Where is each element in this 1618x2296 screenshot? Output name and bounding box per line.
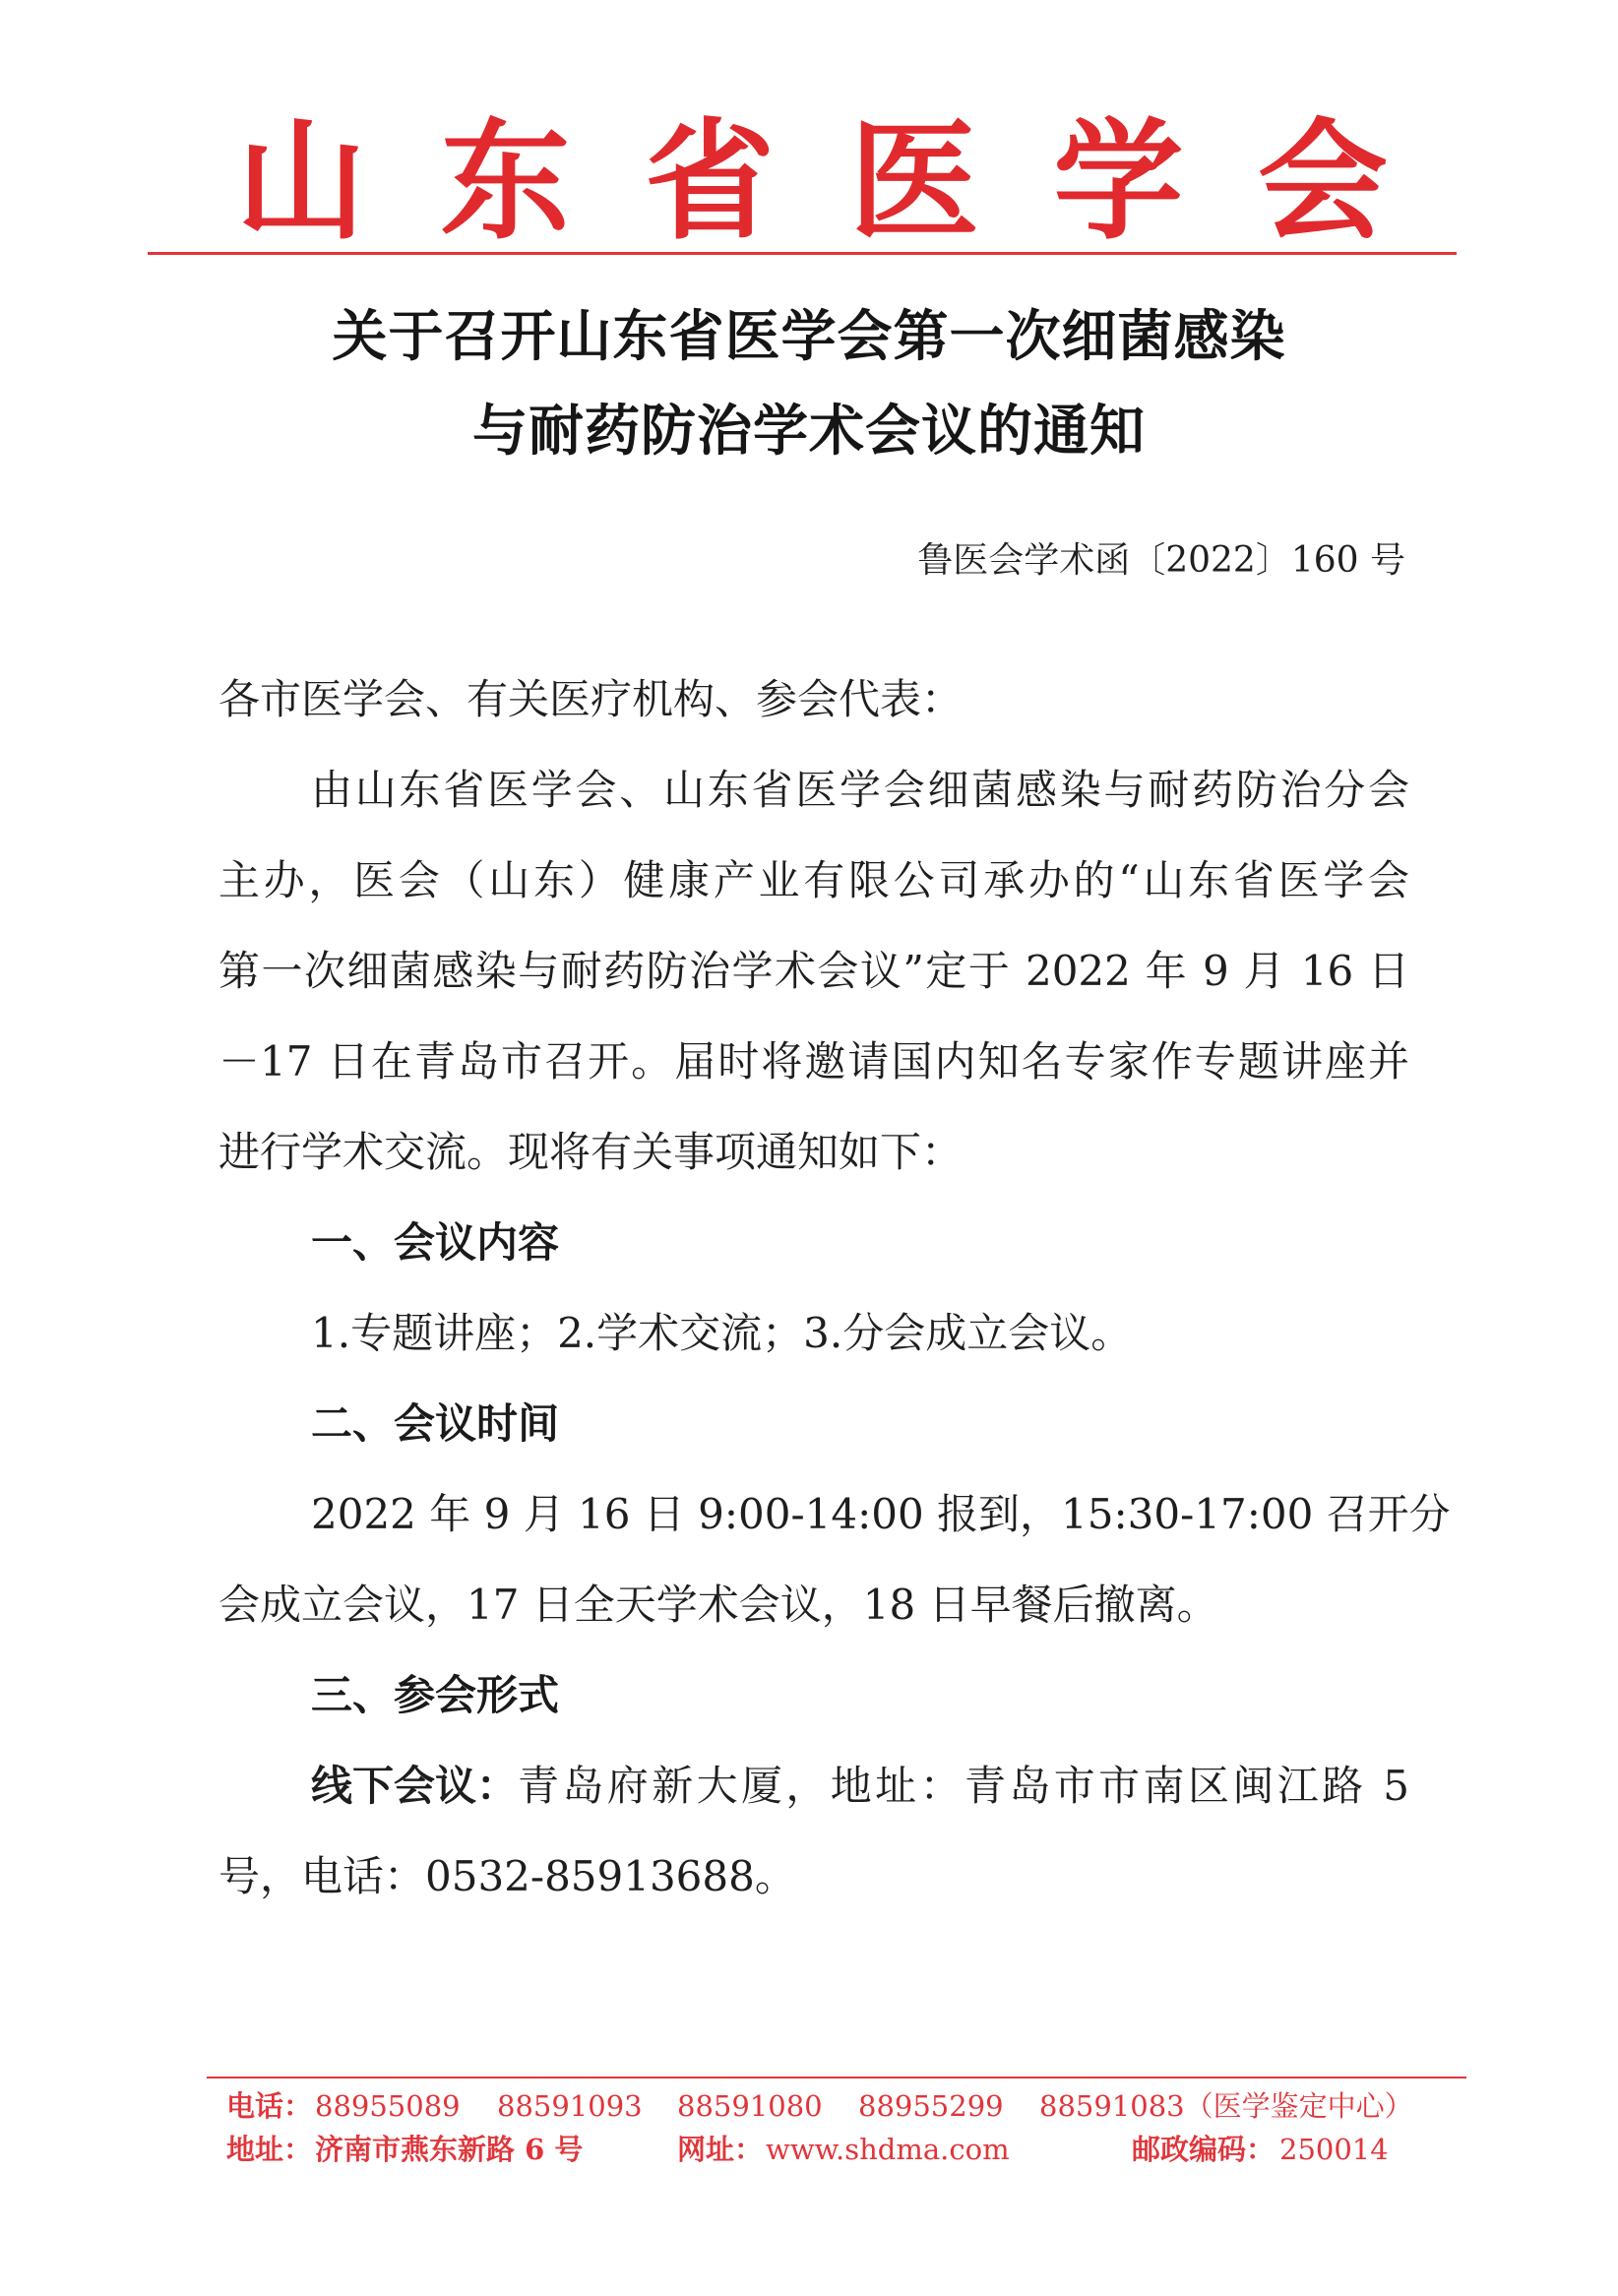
letterhead-char: 会 (1257, 105, 1388, 258)
letterhead-char: 省 (645, 105, 776, 258)
section-heading-time: 二、会议时间 (311, 1399, 560, 1448)
intro-line: －17 日在青岛市召开。届时将邀请国内知名专家作专题讲座并 (218, 1037, 1409, 1086)
footer-web-label: 网址： (677, 2133, 764, 2166)
footer-web-link[interactable]: www.shdma.com (766, 2133, 1010, 2166)
letterhead-char: 学 (1053, 105, 1184, 258)
section-heading-content: 一、会议内容 (311, 1218, 560, 1267)
letterhead-char: 医 (848, 105, 979, 258)
footer-divider (207, 2077, 1466, 2079)
footer-address-label: 地址： (226, 2133, 313, 2166)
letterhead-divider (148, 252, 1457, 255)
offline-meeting-address: 青岛府新大厦，地址：青岛市市南区闽江路 5 (518, 1762, 1409, 1810)
footer-phone-number: 88591083（医学鉴定中心） (1039, 2089, 1413, 2123)
offline-meeting-label: 线下会议： (311, 1762, 519, 1810)
section-content-text: 1.专题讲座；2.学术交流；3.分会成立会议。 (311, 1309, 1133, 1357)
section-time-line: 2022 年 9 月 16 日 9:00-14:00 报到，15:30-17:00 召开分 (311, 1490, 1451, 1538)
document-number: 鲁医会学术函〔2022〕160 号 (917, 540, 1405, 581)
intro-line: 主办，医会（山东）健康产业有限公司承办的“山东省医学会 (218, 856, 1409, 904)
letterhead-char: 山 (236, 105, 366, 258)
document-title-line-1: 关于召开山东省医学会第一次细菌感染 (332, 304, 1286, 369)
intro-line: 进行学术交流。现将有关事项通知如下： (218, 1128, 964, 1176)
section-time-line: 会成立会议，17 日全天学术会议，18 日早餐后撤离。 (218, 1581, 1218, 1629)
offline-meeting-phone: 号，电话：0532-85913688。 (218, 1852, 796, 1900)
intro-line: 第一次细菌感染与耐药防治学术会议”定于 2022 年 9 月 16 日 (218, 947, 1409, 995)
footer-phone-label: 电话： (226, 2089, 313, 2123)
footer-postal-code: 250014 (1279, 2133, 1389, 2166)
footer-phone-number: 88591080 (677, 2089, 823, 2123)
section-heading-format: 三、参会形式 (311, 1671, 560, 1719)
letterhead-org-name (236, 105, 1388, 258)
salutation: 各市医学会、有关医疗机构、参会代表： (218, 675, 964, 723)
footer-phone-number: 88591093 (497, 2089, 643, 2123)
document-title-line-2: 与耐药防治学术会议的通知 (472, 399, 1146, 464)
letterhead-char: 东 (440, 105, 571, 258)
footer-postal-label: 邮政编码： (1132, 2133, 1276, 2166)
footer-address: 济南市燕东新路 6 号 (315, 2133, 584, 2166)
footer-phone-number: 88955089 (315, 2089, 461, 2123)
footer-phone-number: 88955299 (858, 2089, 1004, 2123)
offline-meeting-line (311, 1762, 1409, 1810)
intro-line: 由山东省医学会、山东省医学会细菌感染与耐药防治分会 (311, 766, 1409, 814)
